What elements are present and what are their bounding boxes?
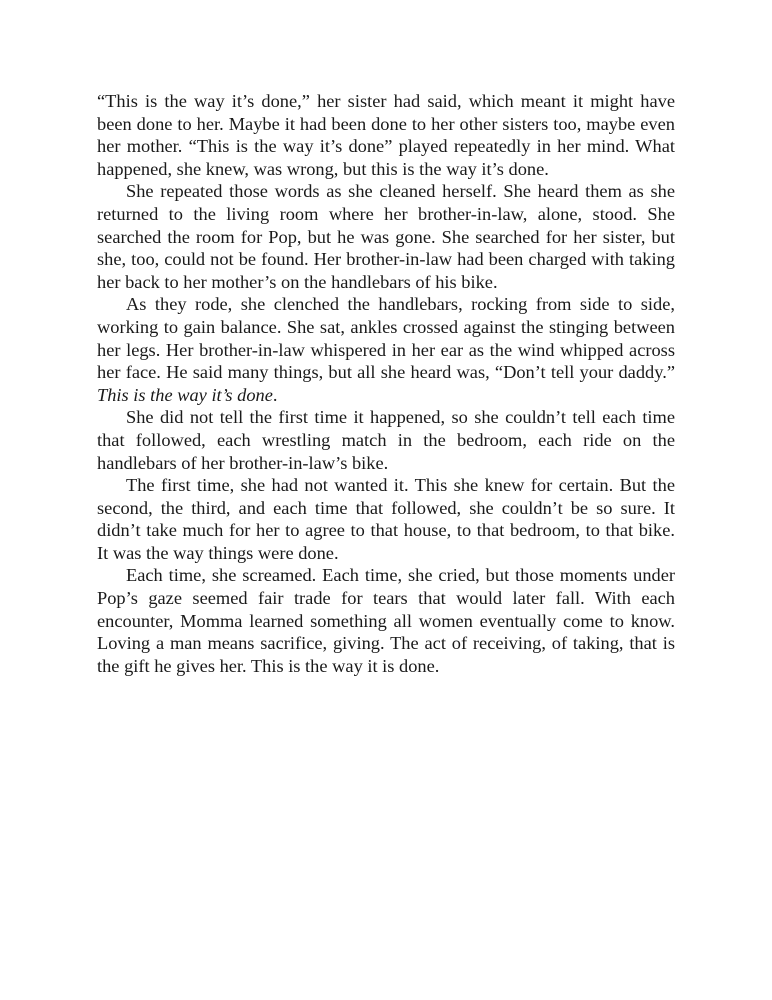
- document-page: [97, 90, 675, 677]
- paragraph-5: [97, 474, 675, 564]
- paragraph-4: [97, 406, 675, 474]
- paragraph-5-text: The first time, she had not wanted it. This she knew for certain. But the second, the third, and each time that followed, she couldn’t be so sure. It didn’t take much for her to agree to that house, to that bedroom, to that bike. It was the way things were done.: [97, 475, 675, 563]
- paragraph-2: [97, 180, 675, 293]
- paragraph-6: [97, 564, 675, 677]
- paragraph-1: [97, 90, 675, 180]
- paragraph-2-text: She repeated those words as she cleaned herself. She heard them as she returned to the living room where her brother-in-law, alone, stood. She searched the room for Pop, but he was gone. She searched for her sister, but she, too, could not be found. Her brother-in-law had been charged with taking her back to her mother’s on the handlebars of his bike.: [97, 181, 675, 292]
- paragraph-3-end-text: .: [272, 384, 278, 405]
- paragraph-3: [97, 293, 675, 406]
- paragraph-3-italic-text: This is the way it’s done: [97, 384, 273, 405]
- paragraph-3-text: As they rode, she clenched the handlebars, rocking from side to side, working to gain balance. She sat, ankles crossed against the stinging between her legs. Her brother-in-law whispered in her ear as the wind whipped across her face. He said many things, but all she heard was, “Don’t tell your daddy.”: [97, 294, 675, 383]
- paragraph-4-text: She did not tell the first time it happened, so she couldn’t tell each time that followed, each wrestling match in the bedroom, each ride on the handlebars of her brother-in-law’s bike.: [97, 407, 675, 473]
- paragraph-6-text: Each time, she screamed. Each time, she cried, but those moments under Pop’s gaze seemed fair trade for tears that would later fall. With each encounter, Momma learned something all women eventually come to know. Loving a man means sacrifice, giving. The act of receiving, of taking, that is the gift he gives her. This is the way it is done.: [97, 565, 675, 676]
- paragraph-1-text: “This is the way it’s done,” her sister had said, which meant it might have been done to her. Maybe it had been done to her other sisters too, maybe even her mother. “This is the way it’s done” played repeatedly in her mind. What happened, she knew, was wrong, but this is the way it’s done.: [97, 91, 675, 179]
